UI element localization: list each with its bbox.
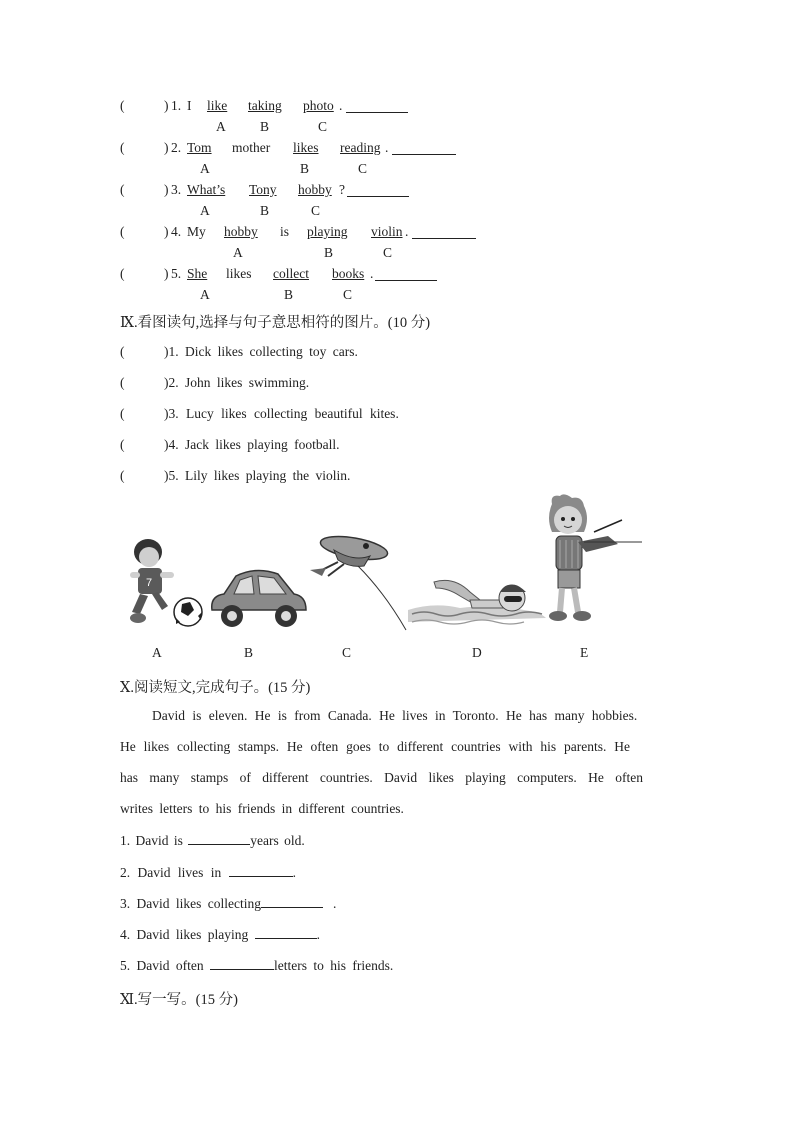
question-text: . [316, 927, 320, 942]
sentence: )3. Lucy likes collecting beautiful kites. [164, 406, 399, 421]
option-label-a: A [233, 245, 243, 260]
question-5 [120, 957, 393, 974]
sentence: )2. John likes swimming. [164, 375, 310, 390]
swimmer-icon [404, 566, 550, 632]
item-number: 3. [171, 182, 182, 197]
answer-blank[interactable] [261, 895, 323, 908]
svg-text:7: 7 [146, 577, 153, 589]
answer-paren[interactable]: ( [120, 468, 125, 483]
word-option-a: What’s [187, 182, 226, 197]
paren-close: ) [164, 98, 169, 113]
section-heading: Ⅹ.阅读短文,完成句子。(15 分) [120, 680, 311, 696]
answer-blank[interactable] [375, 268, 437, 281]
option-label-b: B [284, 287, 294, 302]
trail-punct: . [370, 266, 374, 281]
word: My [187, 224, 206, 239]
passage-line: He likes collecting stamps. He often goes to different countries with his parents. He [120, 739, 631, 754]
item-number: 5. [171, 266, 182, 281]
paren-close: ) [164, 266, 169, 281]
answer-blank[interactable] [188, 832, 250, 845]
paren-open: ( [120, 98, 125, 113]
question-2 [120, 864, 296, 881]
question-text: 2. David lives in [120, 865, 229, 880]
sentence: )4. Jack likes playing football. [164, 437, 340, 452]
word-option-c: photo [303, 98, 334, 113]
option-label-b: B [324, 245, 334, 260]
question-3 [120, 895, 336, 912]
word-option-b: likes [293, 140, 319, 155]
option-label-b: B [260, 203, 270, 218]
picture-label-d: D [472, 645, 482, 660]
answer-paren[interactable]: ( [120, 344, 125, 359]
word-option-b: playing [307, 224, 348, 239]
option-label-b: B [300, 161, 310, 176]
item-number: 2. [171, 140, 182, 155]
paren-open: ( [120, 224, 125, 239]
item-number: 1. [171, 98, 182, 113]
picture-label-e: E [580, 645, 589, 660]
option-label-a: A [200, 161, 210, 176]
answer-blank[interactable] [392, 142, 456, 155]
question-text: letters to his friends. [273, 958, 394, 973]
trail-punct: . [339, 98, 343, 113]
paren-close: ) [164, 182, 169, 197]
section-heading: Ⅸ.看图读句,选择与句子意思相符的图片。(10 分) [120, 315, 431, 331]
passage-line: has many stamps of different countries. David likes playing computers. He often [120, 770, 644, 785]
picture-label-c: C [342, 645, 352, 660]
kite-icon [304, 532, 410, 632]
word-option-a: hobby [224, 224, 258, 239]
answer-blank[interactable] [210, 957, 274, 970]
word-option-c: hobby [298, 182, 332, 197]
word-option-a: She [187, 266, 208, 281]
question-text: . [292, 865, 296, 880]
answer-blank[interactable] [229, 864, 293, 877]
girl-violin-icon [538, 492, 644, 634]
question-4 [120, 926, 320, 943]
answer-blank[interactable] [347, 184, 409, 197]
paren-open: ( [120, 266, 125, 281]
word-option-a: Tom [187, 140, 212, 155]
paren-close: ) [164, 224, 169, 239]
option-label-c: C [318, 119, 328, 134]
trail-punct: ? [339, 182, 345, 197]
picture-label-b: B [244, 645, 254, 660]
passage-line: David is eleven. He is from Canada. He lives in Toronto. He has many hobbies. [152, 708, 638, 723]
trail-punct: . [385, 140, 389, 155]
answer-blank[interactable] [255, 926, 317, 939]
word-option-c: reading [340, 140, 381, 155]
option-label-c: C [358, 161, 368, 176]
paren-close: ) [164, 140, 169, 155]
option-label-c: C [383, 245, 393, 260]
option-label-a: A [200, 203, 210, 218]
word: likes [226, 266, 252, 281]
section-heading: Ⅺ.写一写。(15 分) [120, 992, 238, 1008]
question-text: 1. David is [120, 833, 189, 848]
answer-paren[interactable]: ( [120, 437, 125, 452]
question-text: 5. David often [120, 958, 210, 973]
passage-line: writes letters to his friends in different countries. [120, 801, 404, 816]
toy-car-icon [206, 566, 310, 634]
answer-paren[interactable]: ( [120, 375, 125, 390]
option-label-a: A [216, 119, 226, 134]
option-label-b: B [260, 119, 270, 134]
option-label-a: A [200, 287, 210, 302]
paren-open: ( [120, 182, 125, 197]
option-label-c: C [311, 203, 321, 218]
trail-punct: . [405, 224, 409, 239]
answer-paren[interactable]: ( [120, 406, 125, 421]
sentence: )5. Lily likes playing the violin. [164, 468, 351, 483]
question-text: 4. David likes playing [120, 927, 255, 942]
word-option-c: books [332, 266, 365, 281]
item-number: 4. [171, 224, 182, 239]
question-text: 3. David likes collecting [120, 896, 261, 911]
word-option-b: collect [273, 266, 309, 281]
paren-open: ( [120, 140, 125, 155]
word: I [187, 98, 192, 113]
word-option-c: violin [371, 224, 403, 239]
sentence: )1. Dick likes collecting toy cars. [164, 344, 358, 359]
word-option-b: Tony [249, 182, 277, 197]
word-option-b: taking [248, 98, 282, 113]
option-label-c: C [343, 287, 353, 302]
question-1 [120, 832, 305, 849]
word-option-a: like [207, 98, 228, 113]
boy-football-icon [118, 532, 208, 632]
question-text: . [332, 896, 337, 911]
word: mother [232, 140, 271, 155]
answer-blank[interactable] [346, 100, 408, 113]
word: is [280, 224, 290, 239]
picture-label-a: A [152, 645, 162, 660]
question-text: years old. [250, 833, 305, 848]
answer-blank[interactable] [412, 226, 476, 239]
